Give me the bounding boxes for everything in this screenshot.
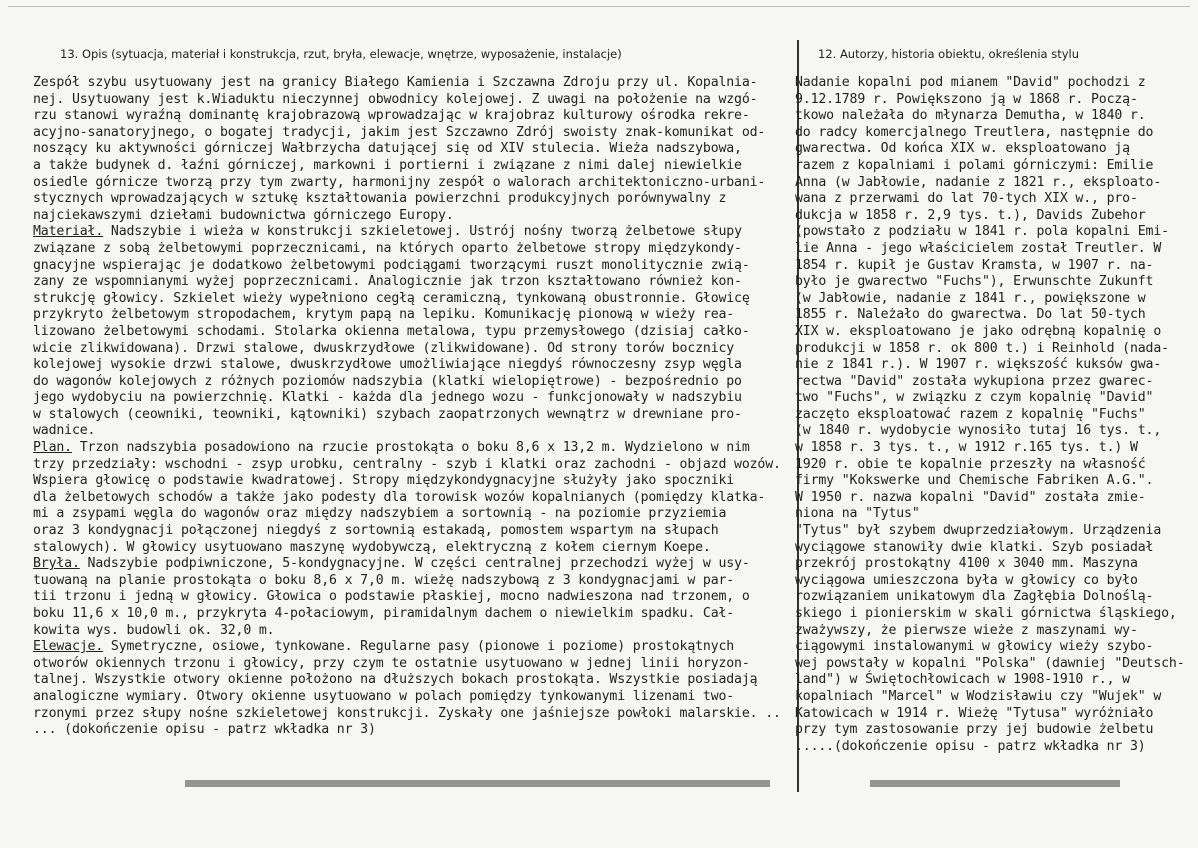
bryla-heading: Bryła. (33, 556, 80, 572)
description-column (33, 75, 781, 739)
intro-paragraph: Zespół szybu usytuowany jest na granicy Białego Kamienia i Szczawna Zdroju przy ul. Kopalnia- nej. Usytuowany jest k.Wiaduktu nieczynnej obwodnicy kolejowej. Z uwagi na położenie na wzgó- rzu stanowi wyraźną dominantę krajobrazową wprowadzając w krajobraz kulturowy ośrodka rekre- acyjno-sanatoryjnego, o bogatej tradycji, jakim jest Szczawno Zdrój swoisty znak-komunikat od- noszący ku aktywności górniczej Wałbrzycha datującej się od XIV stulecia. Wieża nadszybowa, a także budynek d. łaźni górniczej, markowni i portierni i związane z nimi dalej niewielkie osiedle górnicze tworzą przy tym zwarty, harmonijny zespół o walorach architektoniczno-urbani- stycznych wprowadzających w sztukę kształtowania powierzchni produkcyjnych porównywalny z najciekawszymi dziełami budownictwa górniczego Europy. (33, 75, 766, 223)
elewacje-heading: Elewacje. (33, 639, 104, 655)
history-paragraph: Nadanie kopalni pod mianem "David" pochodzi z 9.12.1789 r. Powiększono ją w 1868 r. Począ- tkowo należała do młynarza Demutha, w 1840 r. do radcy komercjalnego Treutlera, następnie do gwarectwa. Od końca XIX w. eksploatowano ją razem z kopalniami i polami górniczymi: Emilie Anna (w Jabłowie, nadanie z 1821 r., eksploato- wana z przerwami do lat 70-tych XIX w., pro- dukcja w 1858 r. 2,9 tys. t.), Davids Zubehor (powstało z podziału w 1841 r. pola kopalni Emi- lie Anna - jego właścicielem został Treutler. W 1854 r. kupił je Gustav Kramsta, w 1907 r. na- było je gwarectwo "Fuchs"), Erwunschte Zukunft (w Jabłowie, nadanie z 1841 r., powiększone w 1855 r. Należało do gwarectwa. Do lat 50-tych XIX w. eksploatowano je jako odrębną kopalnię o produkcji w 1858 r. ok 800 t.) i Reinhold (nada- nie z 1841 r.). W 1907 r. większość kuksów gwa- rectwa "David" została wykupiona przez gwarec- two "Fuchs", w związku z czym kopalnię "David" zaczęto eksploatować razem z kopalnię "Fuchs" (w 1840 r. wydobycie wynosiło tutaj 16 tys. t., w 1858 r. 3 tys. t., w 1912 r.165 tys. t.) W 1920 r. obie te kopalnie przeszły na własność firmy "Kokswerke und Chemische Fabriken A.G.". W 1950 r. nazwa kopalni "David" została zmie- niona na "Tytus" "Tytus" był szybem dwuprzedziałowym. Urządzenia wyciągowe stanowiły dwie klatki. Szyb posiadał przekrój prostokątny 4100 x 3040 mm. Maszyna wyciągowa umieszczona była w głowicy co było rozwiązaniem unikatowym dla Zagłębia Dolnoślą- skiego i pionierskim w skali górnictwa śląskiego, zważywszy, że pierwsze wieże z maszynami wy- ciągowymi instalowanymi w głowicy wieży szybo- wej powstały w kopalni "Polska" (dawniej "Deutsch- land") w Świętochłowicach w 1908-1910 r., w kopalniach "Marcel" w Wodzisławiu czy "Wujek" w Katowicach w 1914 r. Wieżę "Tytusa" wyróżniało przy tym zastosowanie przy jej budowie żelbetu .....(dokończenie opisu - patrz wkładka nr 3) (795, 75, 1185, 754)
history-column (795, 75, 1191, 755)
page-top-border (8, 6, 1190, 7)
material-paragraph: Nadszybie i wieża w konstrukcji szkieletowej. Ustrój nośny tworzą żelbetowe słupy związane z sobą żelbetowymi poprzecznicami, na których oparto żelbetowe stropy międzykondy- gnacyjne wspierając je dodatkowo żelbetowymi podciągami tworzącymi ruszt monolitycznie zwią- zany ze wspomnianymi wyżej poprzecznicami. Analogicznie jak trzon kształtowano również kon- strukcję głowicy. Szkielet wieży wypełniono cegłą ceramiczną, tynkowaną obustronnie. Głowicę przykryto żelbetowym stropodachem, krytym papą na lepiku. Komunikację pionową w wieży rea- lizowano żelbetowymi schodami. Stolarka okienna metalowa, typu przemysłowego (dzisiaj całko- wicie zlikwidowana). Drzwi stalowe, dwuskrzydłowe (zlikwidowane). Od strony torów bocznicy kolejowej wysokie drzwi stalowe, dwuskrzydłowe umożliwiające niegdyś równoczesny zsyp węgla do wagonów kolejowych z różnych poziomów nadszybia (klatki wielopiętrowe) - bezpośrednio po jego wydobyciu na powierzchnię. Klatki - każda dla jednego wozu - funkcjonowały w nadszybiu w stalowych (ceowniki, teowniki, kątowniki) szybach zaopatrzonych wewnątrz w drewniane pro- wadnice. (33, 224, 750, 439)
plan-paragraph: Trzon nadszybia posadowiono na rzucie prostokąta o boku 8,6 x 13,2 m. Wydzielono w nim trzy przedziały: wschodni - zsyp urobku, centralny - szyb i klatki oraz zachodni - objazd wozów. Wspiera głowicę o podstawie kwadratowej. Stropy międzykondygnacyjne służyły jako spoczniki dla żelbetowych schodów a także jako podesty dla torowisk wozów kopalnianych (pomiędzy klatka- mi a zsypami węgla do wagonów oraz między nadszybiem a sortownią - na poziomie przyziemia oraz 3 kondygnacji połączonej niegdyś z sortownią estakadą, pomostem wspartym na słupach stalowych). W głowicy usytuowano maszynę wydobywczą, elektryczną z kołem ciernym Koepe. (33, 440, 781, 555)
elewacje-paragraph: Symetryczne, osiowe, tynkowane. Regularne pasy (pionowe i poziome) prostokątnych otworów okiennych trzonu i głowicy, przy czym te ostatnie usytuowano w jednej linii horyzon- talnej. Wszystkie otwory okienne położono na dłuższych bokach prostokąta. Wszystkie posiadają analogiczne wymiary. Otwory okienne usytuowano w polach pomiędzy tynkowanymi lizenami two- rzonymi przez słupy nośne szkieletowej konstrukcji. Zyskały one jaśniejsze powłoki malarskie. .. ... (dokończenie opisu - patrz wkładka nr 3) (33, 639, 781, 738)
section-13-heading: 13. Opis (sytuacja, materiał i konstrukcja, rzut, bryła, elewacje, wnętrze, wyposażenie, instalacje) (60, 47, 622, 61)
footer-strip-right (870, 780, 1120, 787)
plan-heading: Plan. (33, 440, 72, 456)
material-heading: Materiał. (33, 224, 104, 240)
footer-strip-left (185, 780, 770, 787)
section-12-heading: 12. Autorzy, historia obiektu, określenia stylu (818, 47, 1080, 61)
bryla-paragraph: Nadszybie podpiwniczone, 5-kondygnacyjne. W części centralnej przechodzi wyżej w usy- tuowaną na planie prostokąta o boku 8,6 x 7,0 m. wieżę nadszybową z 3 kondygnacjami w par- tii trzonu i jedną w głowicy. Głowica o podstawie płaskiej, mocno nadwieszona nad trzonem, o boku 11,6 x 10,0 m., przykryta 4-połaciowym, piramidalnym dachem o niewielkim spadku. Cał- kowita wys. budowli ok. 32,0 m. (33, 556, 750, 638)
